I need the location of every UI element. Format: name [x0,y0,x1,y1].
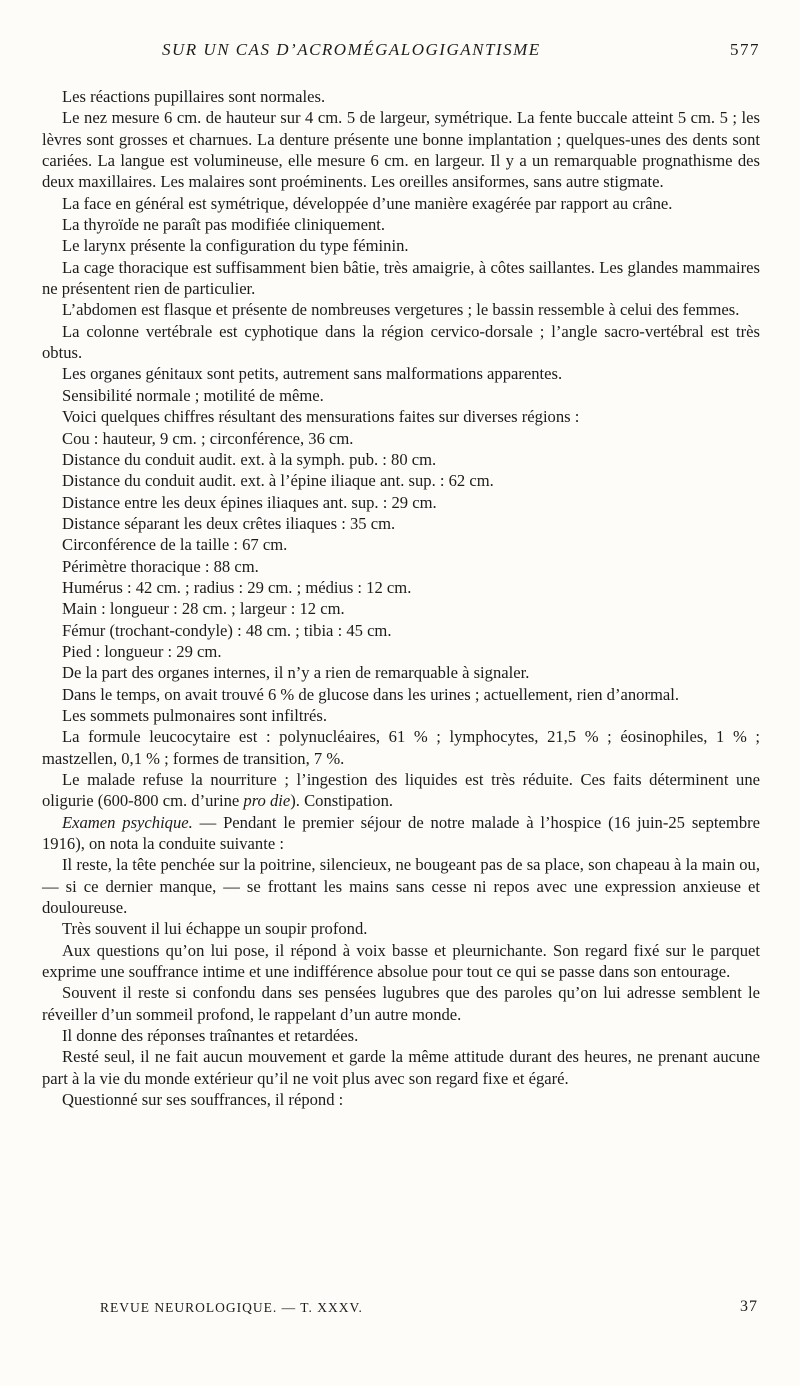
paragraph: La thyroïde ne paraît pas modifiée cliniquement. [62,215,386,235]
paragraph: La formule leucocytaire est : polynucléaires, 61 % ; lymphocytes, 21,5 % ; éosinophiles, 1 % ; mastzellen, 0,1 % ; formes de transition, 7 %. [42,727,760,768]
paragraph: Dans le temps, on avait trouvé 6 % de glucose dans les urines ; actuellement, rien d’anormal. [62,684,680,704]
paragraph: Il reste, la tête penchée sur la poitrine, silencieux, ne bougeant pas de sa place, son chapeau à la main ou, — si ce dernier manque, — se frottant les mains sans cesse ni repos avec une expression anxieuse et douloureuse. [42,855,760,918]
paragraph: L’abdomen est flasque et présente de nombreuses vergetures ; le bassin ressemble à celui des femmes. [62,300,740,320]
paragraph-text: Le malade refuse la nourriture ; l’ingestion des liquides est très réduite. Ces faits déterminent une oligurie (600-800 cm. d’urine [42,770,760,811]
paragraph: Voici quelques chiffres résultant des mensurations faites sur diverses régions : [62,407,580,427]
measurement-line: Pied : longueur : 29 cm. [62,641,222,661]
paragraph: Aux questions qu’on lui pose, il répond à voix basse et pleurnichante. Son regard fixé sur le parquet exprime une souffrance intime et une indifférence absolue pour tout ce qui se passe dans son entourage. [42,940,760,982]
paragraph: Questionné sur ses souffrances, il répond : [62,1090,344,1110]
measurement-line: Circonférence de la taille : 67 cm. [62,535,288,555]
italic-term: pro die [243,791,291,811]
signature-number: 37 [740,1298,758,1315]
section-paragraph [42,812,760,855]
paragraph: La face en général est symétrique, développée d’une manière exagérée par rapport au crâne. [62,193,673,213]
paragraph: Le larynx présente la configuration du type féminin. [62,236,409,256]
measurement-line: Main : longueur : 28 cm. ; largeur : 12 cm. [62,599,345,619]
section-heading: Examen psychique. [62,812,193,832]
measurement-line: Distance du conduit audit. ext. à la symph. pub. : 80 cm. [62,449,437,469]
measurement-line: Distance séparant les deux crêtes iliaques : 35 cm. [62,513,396,533]
paragraph-text: — Pendant le premier séjour de notre malade à l’hospice (16 juin-25 septembre 1916), on nota la conduite suivante : [42,812,761,854]
paragraph: Les sommets pulmonaires sont infiltrés. [62,705,328,725]
paragraph-tail: ). Constipation. [290,791,394,811]
journal-name: REVUE NEUROLOGIQUE. — T. XXXV. [100,1300,363,1315]
measurement-line: Fémur (trochant-condyle) : 48 cm. ; tibia : 45 cm. [62,620,392,640]
measurement-line: Distance du conduit audit. ext. à l’épine iliaque ant. sup. : 62 cm. [62,471,494,491]
measurement-line: Distance entre les deux épines iliaques ant. sup. : 29 cm. [62,492,437,512]
paragraph: Le nez mesure 6 cm. de hauteur sur 4 cm. 5 de largeur, symétrique. La fente buccale atteint 5 cm. 5 ; les lèvres sont grosses et charnues. La denture présente une bonne implantation ; quelques-unes des dents sont cariées. La langue est volumineuse, elle mesure 6 cm. en largeur. Il y a un remarquable prognathisme des deux maxillaires. Les malaires sont proéminents. Les oreilles ansiformes, sans autre stigmate. [42,108,760,192]
paragraph: Les organes génitaux sont petits, autrement sans malformations apparentes. [62,364,563,384]
article-body [42,86,760,1111]
paragraph: La colonne vertébrale est cyphotique dans la région cervico-dorsale ; l’angle sacro-vertébral est très obtus. [42,321,760,363]
measurement-line: Périmètre thoracique : 88 cm. [62,556,259,576]
running-title: SUR UN CAS D’ACROMÉGALOGIGANTISME [162,40,541,59]
paragraph: Il donne des réponses traînantes et retardées. [62,1026,359,1046]
paragraph: Les réactions pupillaires sont normales. [62,87,326,106]
paragraph: Très souvent il lui échappe un soupir profond. [62,919,368,939]
paragraph: Sensibilité normale ; motilité de même. [62,385,324,405]
measurement-line: Cou : hauteur, 9 cm. ; circonférence, 36 cm. [62,428,354,448]
page-number: 577 [730,40,760,59]
measurement-line: Humérus : 42 cm. ; radius : 29 cm. ; médius : 12 cm. [62,577,412,597]
paragraph: Souvent il reste si confondu dans ses pensées lugubres que des paroles qu’on lui adresse semblent le réveiller d’un sommeil profond, le rappelant d’un autre monde. [42,983,760,1024]
running-header [42,40,760,74]
paragraph: Resté seul, il ne fait aucun mouvement et garde la même attitude durant des heures, ne prenant aucune part à la vie du monde extérieur qu’il ne voit plus avec son regard fixe et égaré. [42,1047,760,1088]
paragraph: De la part des organes internes, il n’y a rien de remarquable à signaler. [62,663,530,683]
paragraph [42,769,760,812]
page [42,40,761,1110]
paragraph: La cage thoracique est suffisamment bien bâtie, très amaigrie, à côtes saillantes. Les glandes mammaires ne présentent rien de particulier. [42,257,760,299]
